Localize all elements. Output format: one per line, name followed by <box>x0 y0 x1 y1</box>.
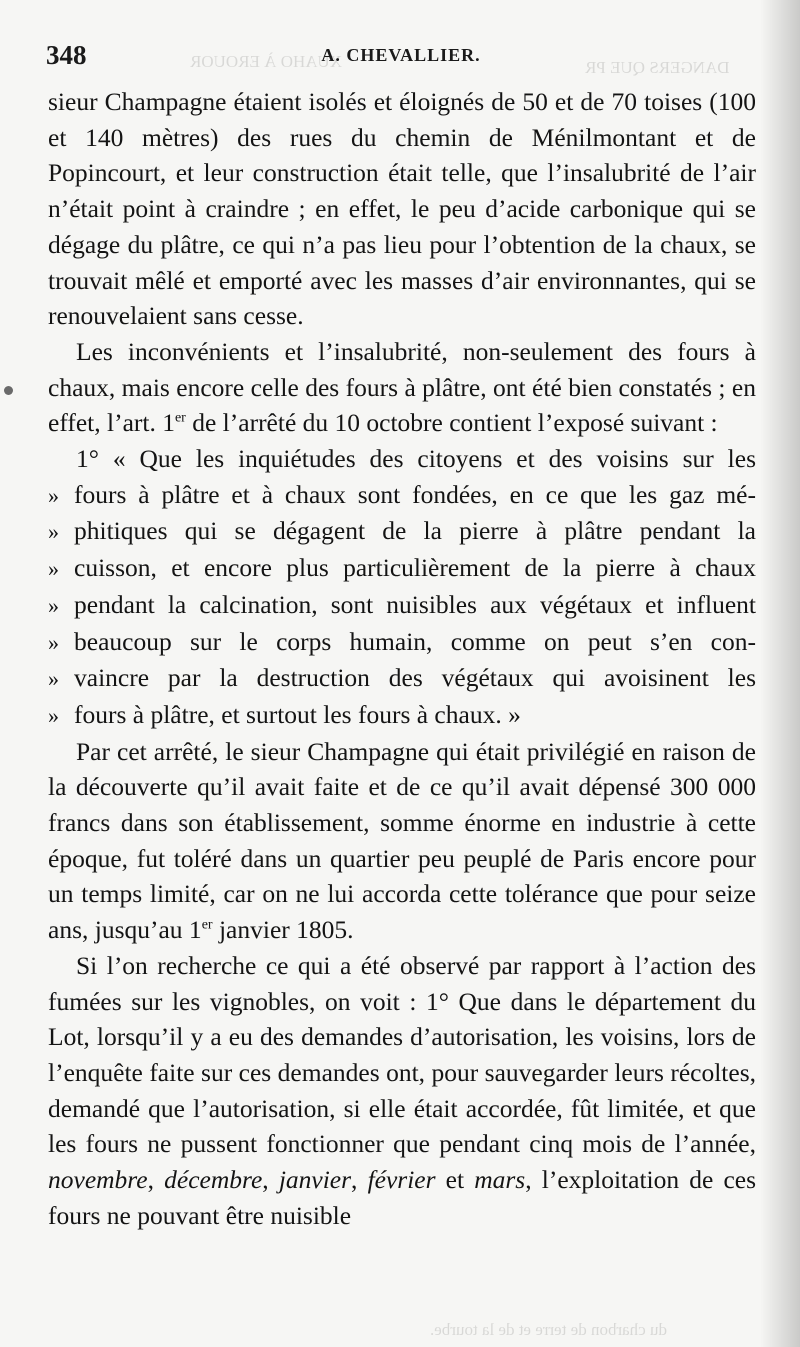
quote-line-lead: 1° « Que les inquiétudes des citoyens et des voisins sur les <box>76 444 756 474</box>
quote-line <box>48 550 756 587</box>
quote-line <box>48 697 756 734</box>
paragraph-1 <box>48 84 756 334</box>
bleed-through-top-right: DANGERS QUE PR <box>585 58 730 77</box>
quote-line-text: vaincre par la destruction des végétaux qui avoisinent les <box>74 663 756 693</box>
paragraph-2 <box>48 334 756 441</box>
quote-line <box>48 513 756 550</box>
quote-line-text: phitiques qui se dégagent de la pierre à plâtre pendant la <box>74 516 756 546</box>
paragraph-3 <box>48 734 756 948</box>
month-novembre: novembre <box>48 1165 148 1195</box>
paragraph-4-text-end: , l’exploitation de ces fours ne pouvant être nuisible <box>48 1165 757 1230</box>
paragraph-2-text-a: Les inconvénients et l’insalubrité, non-seulement des fours à chaux, mais encore celle des fours à plâtre, ont été bien constatés ; en effet, l’art. 1 <box>48 336 756 438</box>
superscript-er: er <box>201 917 213 933</box>
quoted-article <box>48 441 756 734</box>
running-title: A. CHEVALLIER. <box>321 45 481 65</box>
guillemet: » <box>48 556 59 582</box>
quote-line-text: pendant la calcination, sont nuisibles aux végétaux et influent <box>74 589 756 619</box>
month-mars: mars <box>474 1165 526 1195</box>
paragraph-4: Si l’on recherche ce qui a été observé par rapport à l’action des fumées sur les vignobles, on voit : 1° Que dans le département du Lot, lorsqu’il y a eu des demandes d’autorisation, les voisins, lors de l’enquête faite sur ces demandes ont, pour sauvegarder leurs récoltes, demandé que l’autorisation, si elle était accordée, fût limitée, et que les fours ne pussent fonctionner que pendant cinq mois de l’année, novembre, décembre, janvier, février et mars, l’exploitation de ces fours ne pouvant être nuisible <box>48 950 757 1230</box>
guillemet: » <box>48 702 59 728</box>
guillemet: » <box>48 519 59 545</box>
ink-speck <box>4 386 13 395</box>
paragraph-3-text-b: janvier 1805. <box>212 915 354 945</box>
month-decembre: décembre <box>164 1165 263 1195</box>
running-head <box>46 40 756 74</box>
quote-line <box>48 477 756 514</box>
paragraph-4-text-a: Si l’on recherche ce qui a été observé par rapport à l’action des fumées sur les vignobles, on voit : 1° Que dans le département du Lot, lorsqu’il y a eu des demandes d’autorisation, les voisins, lors de l’enquête faite sur ces demandes ont, pour sauvegarder leurs récoltes, demandé que l’autorisation, si elle était accordée, fût limitée, et que les fours ne pussent fonctionner que pendant cinq mois de l’année, <box>48 950 756 1159</box>
paragraph-1-text: sieur Champagne étaient isolés et éloignés de 50 et de 70 toises (100 et 140 mètres) des rues du chemin de Ménilmontant et de Popincourt, et leur construction était telle, que l’insalubrité de l’air n’était point à craindre ; en effet, le peu d’acide carbonique qui se dégage du plâtre, ce qui n’a pas lieu pour l’obtention de la chaux, se trouvait mêlé et emporté avec les masses d’air environnantes, qui se renouvelaient sans cesse. <box>48 87 756 331</box>
guillemet: » <box>48 592 59 618</box>
body-text <box>48 84 756 1234</box>
quote-line-text: beaucoup sur le corps humain, comme on peut s’en con- <box>74 626 756 656</box>
month-fevrier: février <box>367 1165 436 1195</box>
page-edge-shadow <box>760 0 800 1347</box>
conjunction-et: et <box>435 1165 475 1195</box>
quote-line <box>48 587 756 624</box>
guillemet: » <box>48 482 59 508</box>
bleed-through-bottom: du charbon de terre et de la tourbe. <box>430 1320 667 1339</box>
guillemet: » <box>48 666 59 692</box>
quote-line <box>48 660 756 697</box>
paragraph-2-text-b: de l’arrêté du 10 octobre contient l’exposé suivant : <box>185 408 718 438</box>
quote-line-text: cuisson, et encore plus particulièrement de la pierre à chaux <box>74 553 756 583</box>
paragraph-3-text-a: Par cet arrêté, le sieur Champagne qui était privilégié en raison de la découverte qu’il avait faite et de ce qu’il avait dépensé 300 000 francs dans son établissement, somme énorme en industrie à cette époque, fut toléré dans un quartier peu peuplé de Paris encore pour un temps limité, car on ne lui accorda cette tolérance que pour seize ans, jusqu’au 1 <box>48 736 756 945</box>
page-number: 348 <box>46 40 87 70</box>
bleed-through-top-left: XUAHO À EROUOR <box>190 52 343 71</box>
quote-line <box>48 624 756 661</box>
guillemet: » <box>48 629 59 655</box>
superscript-er: er <box>174 410 186 426</box>
quote-line-text: fours à plâtre, et surtout les fours à chaux. » <box>74 699 521 729</box>
month-janvier: janvier <box>278 1165 352 1195</box>
quote-line-text: fours à plâtre et à chaux sont fondées, en ce que les gaz mé- <box>74 479 756 509</box>
